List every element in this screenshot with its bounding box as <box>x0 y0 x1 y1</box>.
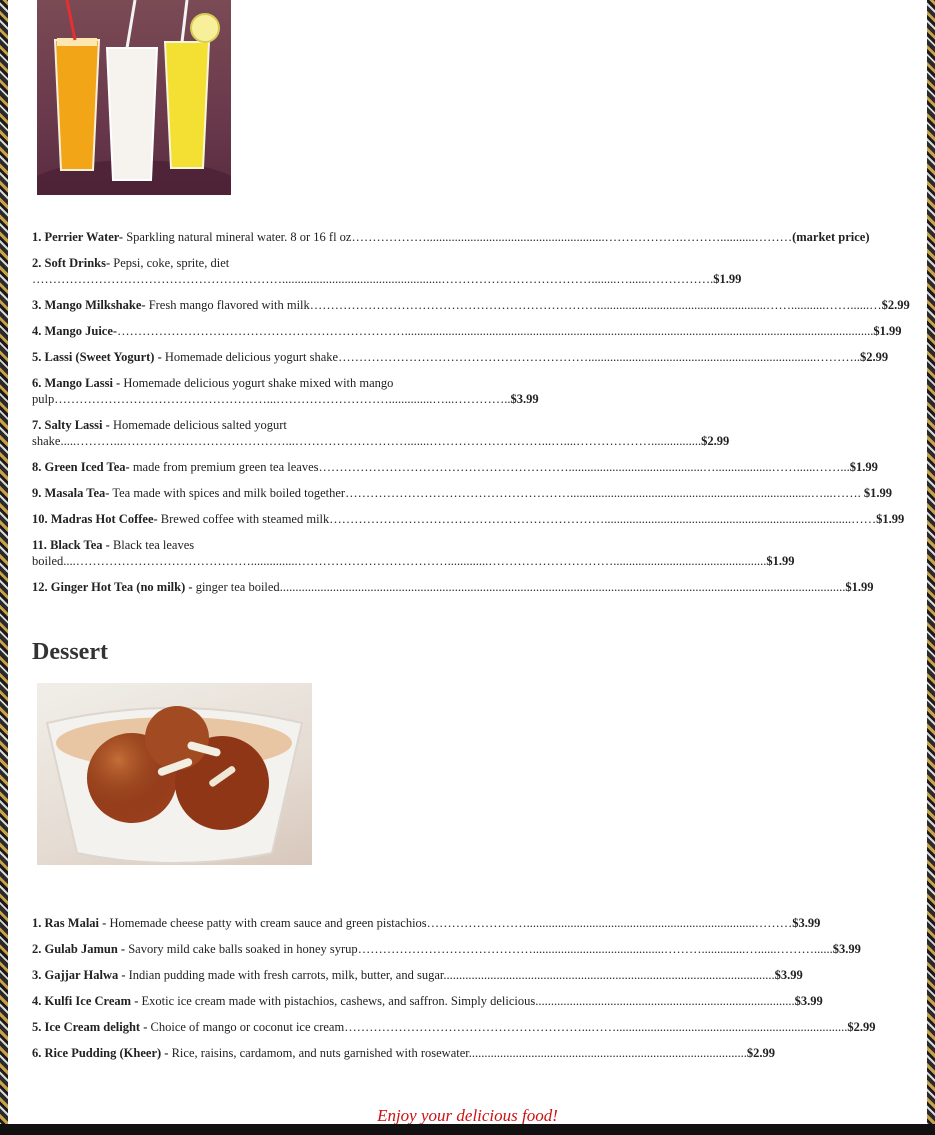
dot-leader: ......................................................................................... <box>468 1046 747 1060</box>
item-description: Sparkling natural mineral water. 8 or 16 fl oz <box>123 230 352 244</box>
decorative-border-right <box>927 0 935 1135</box>
item-description: Rice, raisins, cardamom, and nuts garnished with rosewater <box>168 1046 469 1060</box>
list-item: 7. Salty Lassi - Homemade delicious salted yogurt shake.....………...…………………………………...……………………….......………………………...…....………………................$2.99 <box>32 418 730 448</box>
item-description: Fresh mango flavored with milk <box>145 298 310 312</box>
item-description: Homemade delicious salted yogurt shake <box>32 418 287 448</box>
dot-leader: …………………………………………………….........................................................................……….. <box>338 350 860 364</box>
item-price: $2.99 <box>881 298 910 312</box>
list-item: 12. Ginger Hot Tea (no milk) - ginger tea boiled.....................................................................................................................................................................................$1.99 <box>32 580 874 594</box>
dot-leader: .......................................................................................................... <box>443 968 775 982</box>
item-price: $2.99 <box>746 1046 775 1060</box>
item-description: Choice of mango or coconut ice cream <box>147 1020 345 1034</box>
menu-page <box>8 0 927 1124</box>
dot-leader: ……………………………………………...………………………..............…...………….. <box>54 392 511 406</box>
dessert-photo <box>37 683 312 865</box>
dot-leader: ……………………………………………………...........................................…..................……......……... <box>318 460 850 474</box>
item-price: $3.99 <box>832 942 861 956</box>
item-price: $1.99 <box>845 580 874 594</box>
item-price: $2.99 <box>847 1020 876 1034</box>
item-name: Madras Hot Coffee <box>50 512 154 526</box>
item-name: Mango Lassi <box>44 376 113 390</box>
item-price: $1.99 <box>766 554 795 568</box>
item-price: $3.99 <box>792 916 821 930</box>
item-name: Ginger Hot Tea (no milk) <box>50 580 186 594</box>
drinks-list <box>32 229 912 595</box>
item-description: Tea made with spices and milk boiled together <box>109 486 346 500</box>
dot-leader: …………………….........................................................................……… <box>426 916 793 930</box>
list-item: 6. Mango Lassi - Homemade delicious yogurt shake mixed with mango pulp……………………………………………...………………………..............…...…………..$3.99 <box>32 376 539 406</box>
item-name: Ras Malai <box>44 916 100 930</box>
dot-leader: ……………….........................................................……………….………...........……… <box>351 230 793 244</box>
list-item: 5. Lassi (Sweet Yogurt) - Homemade delicious yogurt shake…………………………………………………….........................................................................………..$2.99 <box>32 350 889 364</box>
list-item: 2. Soft Drinks- Pepsi, coke, sprite, diet ……………………………………………………...................................................………………………………........…......…………….$1.99 <box>32 256 742 286</box>
item-price: $1.99 <box>713 272 742 286</box>
item-name: Perrier Water <box>44 230 119 244</box>
item-name: Mango Milkshake <box>44 298 142 312</box>
list-item: 2. Gulab Jamun - Savory mild cake balls soaked in honey syrup……………………………………..........................................………..............…......………......$3.99 <box>32 942 861 956</box>
item-description: ginger tea boiled <box>192 580 280 594</box>
dot-leader: ……………………………………………….............................................................................…...……. <box>345 486 864 500</box>
list-item: 4. Kulfi Ice Cream - Exotic ice cream made with pistachios, cashews, and saffron. Simply delicious...................................................................................$3.99 <box>32 994 823 1008</box>
item-description: Pepsi, coke, sprite, diet <box>110 256 230 270</box>
dot-leader: …………………………………………………...…….......................................................................... <box>344 1020 848 1034</box>
list-item: 8. Green Iced Tea- made from premium green tea leaves……………………………………………………...........................................…..................……......……...$1.99 <box>32 460 878 474</box>
item-name: Soft Drinks <box>44 256 106 270</box>
item-name: Kulfi Ice Cream <box>44 994 132 1008</box>
dessert-list <box>32 915 912 1061</box>
dot-leader: …………………………………………………………...............................................................................…… <box>329 512 877 526</box>
list-item: 1. Ras Malai - Homemade cheese patty with cream sauce and green pistachios…………………….........................................................................………$3.99 <box>32 916 821 930</box>
dot-leader: ……………………………………………………………...................................................................................................................................................... <box>117 324 874 338</box>
item-name: Gulab Jamun <box>44 942 118 956</box>
list-item: 11. Black Tea - Black tea leaves boiled....……………………………………...............……………………………….............………………………….................................................$1.99 <box>32 538 795 568</box>
item-price: $3.99 <box>774 968 803 982</box>
drinks-photo <box>37 0 231 195</box>
item-name: Rice Pudding (Kheer) <box>44 1046 162 1060</box>
item-description: Indian pudding made with fresh carrots, milk, butter, and sugar <box>125 968 444 982</box>
dot-leader: ……………………………………………………...................................................………………………………........…......……………. <box>32 272 714 286</box>
item-price: $1.99 <box>849 460 878 474</box>
dot-leader: ……………………………………………………………......................................................……...........……......… <box>309 298 882 312</box>
item-description: Exotic ice cream made with pistachios, cashews, and saffron. Simply delicious <box>138 994 536 1008</box>
dot-leader: ……………………………………..........................................………..............…......………...... <box>357 942 833 956</box>
footer-message: Enjoy your delicious food! <box>377 1106 558 1124</box>
dot-leader: ................................................................................... <box>535 994 795 1008</box>
section-heading-dessert: Dessert <box>32 639 108 665</box>
list-item: 1. Perrier Water- Sparkling natural mineral water. 8 or 16 fl oz……………….........................................................……………….………...........………(market price) <box>32 230 870 244</box>
item-description: Homemade delicious yogurt shake <box>161 350 339 364</box>
item-price: $1.99 <box>876 512 905 526</box>
item-price: $2.99 <box>701 434 730 448</box>
list-item: 6. Rice Pudding (Kheer) - Rice, raisins, cardamom, and nuts garnished with rosewater.........................................................................................$2.99 <box>32 1046 775 1060</box>
item-price: $3.99 <box>510 392 539 406</box>
item-name: Ice Cream delight <box>44 1020 141 1034</box>
item-description: Homemade cheese patty with cream sauce and green pistachios <box>106 916 427 930</box>
list-item: 5. Ice Cream delight - Choice of mango or coconut ice cream…………………………………………………...……..........................................................................$2.99 <box>32 1020 876 1034</box>
list-item: 3. Mango Milkshake- Fresh mango flavored with milk……………………………………………………………......................................................……...........……......…$2.99 <box>32 298 910 312</box>
item-description: made from premium green tea leaves <box>129 460 319 474</box>
item-description: Homemade delicious yogurt shake mixed with mango pulp <box>32 376 394 406</box>
item-name: Mango Juice <box>44 324 113 338</box>
item-name: Lassi (Sweet Yogurt) <box>44 350 155 364</box>
list-item: 4. Mango Juice-……………………………………………………………......................................................................................................................................................$1.99 <box>32 324 902 338</box>
item-description: Black tea leaves boiled <box>32 538 195 568</box>
item-price: (market price) <box>792 230 870 244</box>
item-description: Savory mild cake balls soaked in honey syrup <box>125 942 358 956</box>
item-name: Green Iced Tea <box>44 460 126 474</box>
bottom-bar <box>0 1124 935 1135</box>
decorative-border-left <box>0 0 8 1135</box>
dot-leader: ..................................................................................................................................................................................... <box>279 580 846 594</box>
item-name: Masala Tea <box>44 486 106 500</box>
item-price: $1.99 <box>873 324 902 338</box>
dot-leader: .....………...…………………………………...……………………….......………………………...…....………………................ <box>60 434 702 448</box>
item-price: $3.99 <box>794 994 823 1008</box>
item-price: $2.99 <box>859 350 889 364</box>
list-item: 10. Madras Hot Coffee- Brewed coffee with steamed milk…………………………………………………………...............................................................................……$1.99 <box>32 512 905 526</box>
item-price: $1.99 <box>863 486 892 500</box>
item-name: Gajjar Halwa <box>44 968 119 982</box>
item-name: Salty Lassi <box>44 418 103 432</box>
list-item: 9. Masala Tea- Tea made with spices and milk boiled together……………………………………………….............................................................................…...……. $1.99 <box>32 486 892 500</box>
item-name: Black Tea <box>50 538 103 552</box>
item-description: Brewed coffee with steamed milk <box>157 512 330 526</box>
dot-leader: ....……………………………………...............……………………………….............…………………………................................................. <box>63 554 767 568</box>
list-item: 3. Gajjar Halwa - Indian pudding made with fresh carrots, milk, butter, and sugar..........................................................................................................$3.99 <box>32 968 803 982</box>
